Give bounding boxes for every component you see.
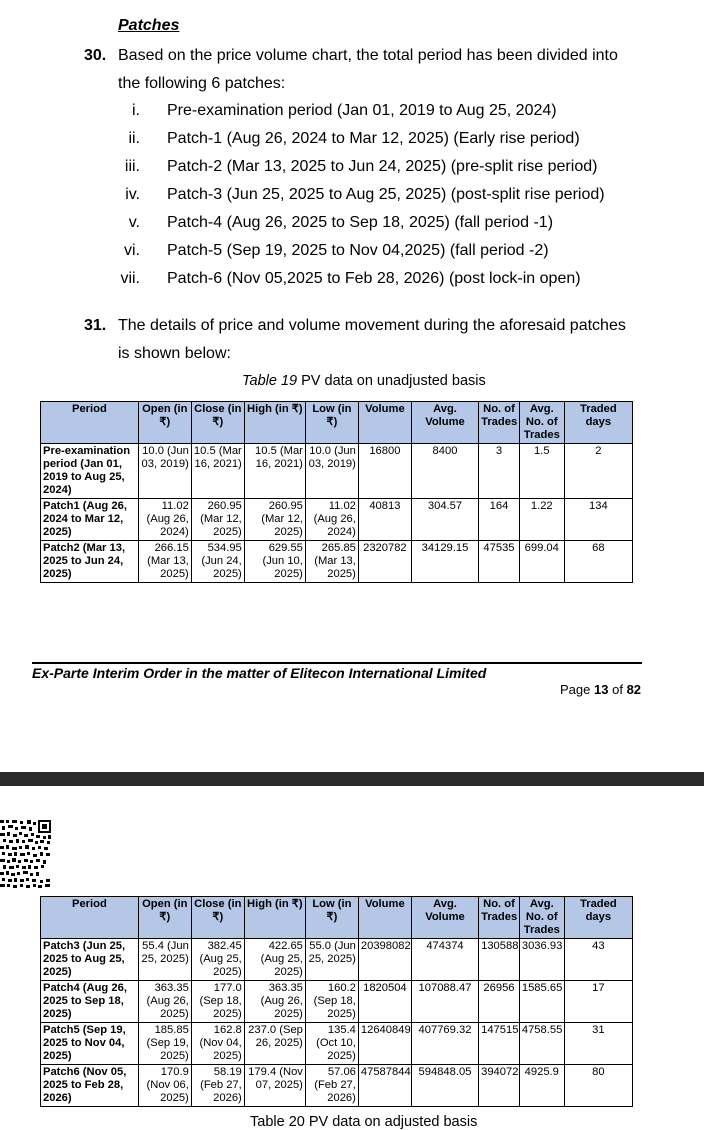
table-cell: 43: [564, 939, 632, 981]
table-cell: 26956: [479, 981, 520, 1023]
footer-title: Ex-Parte Interim Order in the matter of Elitecon International Limited: [32, 665, 487, 681]
table-cell: 55.4 (Jun 25, 2025): [138, 939, 191, 981]
table-cell: 80: [564, 1065, 632, 1107]
list-item: Patch-4 (Aug 26, 2025 to Sep 18, 2025) (fall period -1): [167, 214, 554, 231]
table-cell: Patch6 (Nov 05, 2025 to Feb 28, 2026): [41, 1065, 139, 1107]
table-cell: 2: [564, 444, 632, 499]
table-cell: 382.45 (Aug 25, 2025): [191, 939, 244, 981]
table-cell: 363.35 (Aug 26, 2025): [244, 981, 305, 1023]
table-row: [41, 981, 633, 1023]
table-cell: 34129.15: [411, 541, 478, 583]
para-31-line2: is shown below:: [118, 345, 231, 362]
page-current: 13: [594, 682, 609, 697]
table-cell: 16800: [358, 444, 411, 499]
table-cell: 47587844: [358, 1065, 411, 1107]
table-row: [41, 444, 633, 499]
column-header: Period: [41, 897, 139, 939]
table-cell: 594848.05: [411, 1065, 478, 1107]
table-cell: 55.0 (Jun 25, 2025): [305, 939, 358, 981]
table-cell: 10.5 (Mar 16, 2021): [191, 444, 244, 499]
table-cell: 68: [564, 541, 632, 583]
list-item-number: vii.: [120, 270, 140, 287]
page-of: of: [612, 682, 623, 697]
table-cell: 1.5: [519, 444, 564, 499]
column-header: Avg. Volume: [411, 897, 478, 939]
column-header: No. of Trades: [479, 402, 520, 444]
para-31-line1: The details of price and volume movement during the aforesaid patches: [118, 317, 626, 334]
para-30-line1: Based on the price volume chart, the total period has been divided into: [118, 47, 618, 64]
table-cell: 3036.93: [519, 939, 564, 981]
para-31-number: 31.: [84, 317, 107, 334]
table-cell: 164: [479, 499, 520, 541]
page-total: 82: [626, 682, 642, 697]
table-20-caption: Table 20 PV data on adjusted basis: [250, 1114, 478, 1130]
table-cell: 4925.9: [519, 1065, 564, 1107]
column-header: Open (in ₹): [138, 897, 191, 939]
column-header: Low (in ₹): [305, 402, 358, 444]
table-cell: 20398082: [358, 939, 411, 981]
table-cell: 10.5 (Mar 16, 2021): [244, 444, 305, 499]
list-item: Patch-2 (Mar 13, 2025 to Jun 24, 2025) (pre-split rise period): [167, 158, 598, 175]
table-cell: 534.95 (Jun 24, 2025): [191, 541, 244, 583]
table-19-caption: [242, 373, 486, 389]
column-header: Avg. No. of Trades: [519, 402, 564, 444]
table-cell: Patch4 (Aug 26, 2025 to Sep 18, 2025): [41, 981, 139, 1023]
column-header: Open (in ₹): [138, 402, 191, 444]
list-item-number: iv.: [125, 186, 140, 203]
table-cell: 1.22: [519, 499, 564, 541]
table-cell: 47535: [479, 541, 520, 583]
table-cell: 474374: [411, 939, 478, 981]
column-header: Volume: [358, 897, 411, 939]
column-header: No. of Trades: [479, 897, 520, 939]
table-header-row: [41, 897, 633, 939]
table-cell: 177.0 (Sep 18, 2025): [191, 981, 244, 1023]
column-header: High (in ₹): [244, 402, 305, 444]
table-cell: 304.57: [411, 499, 478, 541]
column-header: Volume: [358, 402, 411, 444]
column-header: Avg. Volume: [411, 402, 478, 444]
column-header: Avg. No. of Trades: [519, 897, 564, 939]
list-item: Patch-6 (Nov 05,2025 to Feb 28, 2026) (post lock-in open): [167, 270, 581, 287]
table-header-row: [41, 402, 633, 444]
footer-divider: [32, 662, 642, 664]
table-cell: 10.0 (Jun 03, 2019): [138, 444, 191, 499]
table-cell: 12640849: [358, 1023, 411, 1065]
table-cell: 237.0 (Sep 26, 2025): [244, 1023, 305, 1065]
table-cell: 130588: [479, 939, 520, 981]
table-cell: 10.0 (Jun 03, 2019): [305, 444, 358, 499]
list-item-number: iii.: [124, 158, 140, 175]
table-cell: Pre-examination period (Jan 01, 2019 to Aug 25, 2024): [41, 444, 139, 499]
table-row: [41, 541, 633, 583]
table-cell: 107088.47: [411, 981, 478, 1023]
table-cell: 1585.65: [519, 981, 564, 1023]
table-cell: 31: [564, 1023, 632, 1065]
column-header: Traded days: [564, 897, 632, 939]
column-header: Period: [41, 402, 139, 444]
section-heading: Patches: [118, 17, 180, 34]
page-prefix: Page: [560, 682, 591, 697]
table-cell: 170.9 (Nov 06, 2025): [138, 1065, 191, 1107]
qr-code-icon: [0, 818, 52, 888]
para-30-number: 30.: [84, 47, 107, 64]
pv-table-adjusted: [40, 896, 633, 1107]
table-cell: 260.95 (Mar 12, 2025): [244, 499, 305, 541]
table-cell: Patch2 (Mar 13, 2025 to Jun 24, 2025): [41, 541, 139, 583]
table-row: [41, 1065, 633, 1107]
table-cell: Patch3 (Jun 25, 2025 to Aug 25, 2025): [41, 939, 139, 981]
table-row: [41, 1023, 633, 1065]
para-30-line2: the following 6 patches:: [118, 75, 286, 92]
list-item: Patch-5 (Sep 19, 2025 to Nov 04,2025) (fall period -2): [167, 242, 549, 259]
list-item: Pre-examination period (Jan 01, 2019 to Aug 25, 2024): [167, 102, 557, 119]
table-row: [41, 499, 633, 541]
column-header: High (in ₹): [244, 897, 305, 939]
table-cell: 629.55 (Jun 10, 2025): [244, 541, 305, 583]
pv-table-unadjusted: [40, 401, 633, 583]
table-cell: 8400: [411, 444, 478, 499]
table-cell: 363.35 (Aug 26, 2025): [138, 981, 191, 1023]
table-cell: 147515: [479, 1023, 520, 1065]
page-break-band: [0, 772, 704, 786]
table-cell: 17: [564, 981, 632, 1023]
table-cell: 699.04: [519, 541, 564, 583]
table-row: [41, 939, 633, 981]
list-item-number: vi.: [124, 242, 140, 259]
table-cell: 4758.55: [519, 1023, 564, 1065]
table-cell: 11.02 (Aug 26, 2024): [305, 499, 358, 541]
column-header: Close (in ₹): [191, 897, 244, 939]
table-cell: 135.4 (Oct 10, 2025): [305, 1023, 358, 1065]
table-cell: 58.19 (Feb 27, 2026): [191, 1065, 244, 1107]
table-cell: 422.65 (Aug 25, 2025): [244, 939, 305, 981]
list-item: Patch-1 (Aug 26, 2024 to Mar 12, 2025) (Early rise period): [167, 130, 580, 147]
table-cell: 57.06 (Feb 27, 2026): [305, 1065, 358, 1107]
column-header: Traded days: [564, 402, 632, 444]
table-cell: Patch5 (Sep 19, 2025 to Nov 04, 2025): [41, 1023, 139, 1065]
table-cell: 11.02 (Aug 26, 2024): [138, 499, 191, 541]
table-cell: 160.2 (Sep 18, 2025): [305, 981, 358, 1023]
table-cell: 162.8 (Nov 04, 2025): [191, 1023, 244, 1065]
table-cell: Patch1 (Aug 26, 2024 to Mar 12, 2025): [41, 499, 139, 541]
list-item-number: ii.: [128, 130, 140, 147]
column-header: Low (in ₹): [305, 897, 358, 939]
list-item-number: i.: [132, 102, 140, 119]
list-item: Patch-3 (Jun 25, 2025 to Aug 25, 2025) (post-split rise period): [167, 186, 605, 203]
table-cell: 185.85 (Sep 19, 2025): [138, 1023, 191, 1065]
table-caption-text: PV data on unadjusted basis: [301, 373, 486, 389]
table-cell: 265.85 (Mar 13, 2025): [305, 541, 358, 583]
table-cell: 407769.32: [411, 1023, 478, 1065]
table-cell: 3: [479, 444, 520, 499]
table-cell: 134: [564, 499, 632, 541]
table-cell: 2320782: [358, 541, 411, 583]
page-number: [560, 682, 641, 697]
table-cell: 1820504: [358, 981, 411, 1023]
table-cell: 179.4 (Nov 07, 2025): [244, 1065, 305, 1107]
column-header: Close (in ₹): [191, 402, 244, 444]
table-cell: 260.95 (Mar 12, 2025): [191, 499, 244, 541]
table-caption-label: Table 19: [242, 373, 298, 389]
table-cell: 40813: [358, 499, 411, 541]
table-cell: 266.15 (Mar 13, 2025): [138, 541, 191, 583]
table-cell: 394072: [479, 1065, 520, 1107]
list-item-number: v.: [128, 214, 140, 231]
